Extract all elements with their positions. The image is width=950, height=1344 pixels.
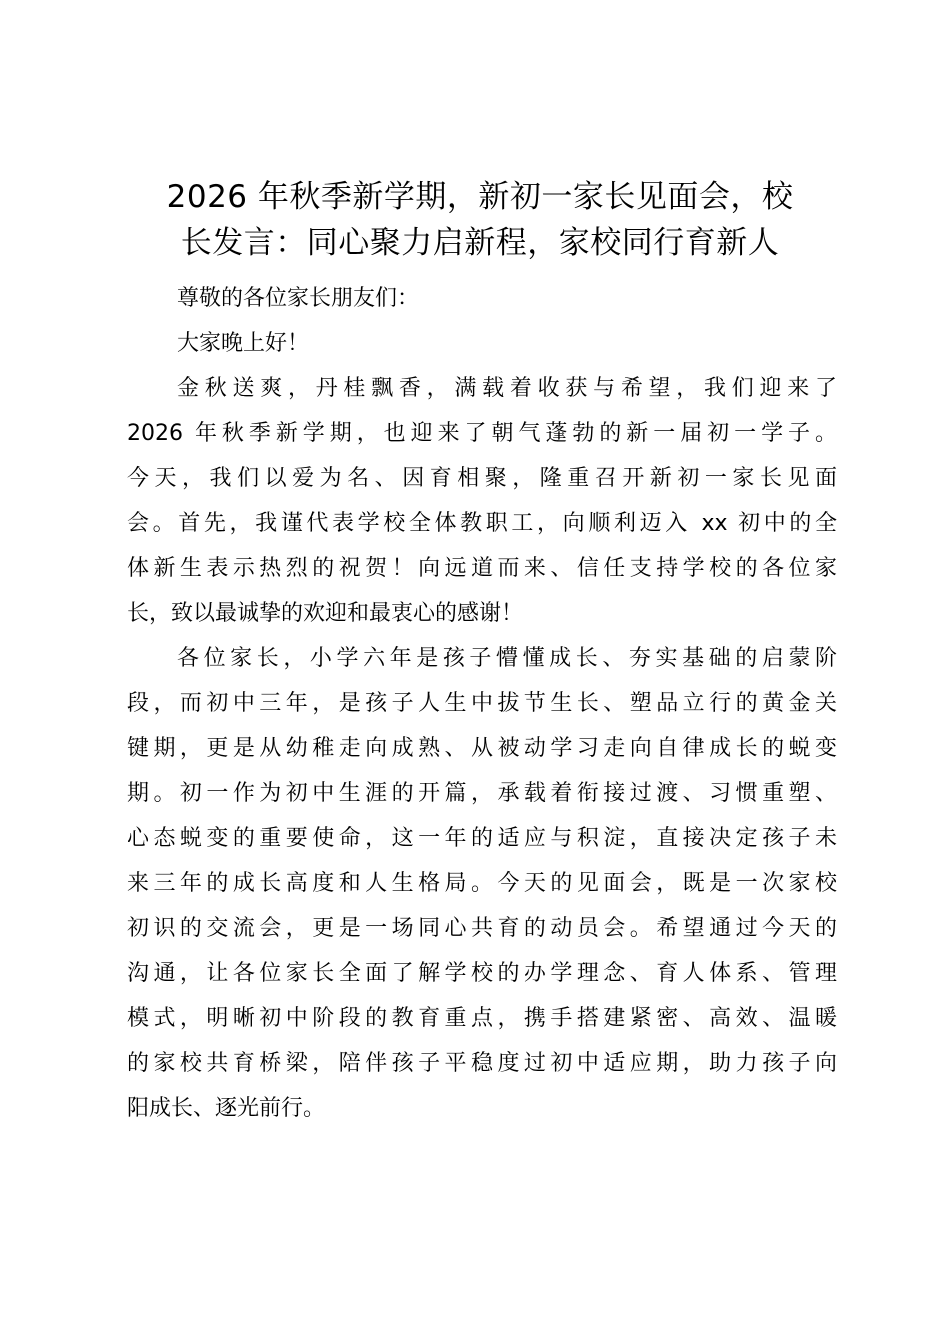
text-line: 会。首先，我谨代表学校全体教职工，向顺利迈入 xx 初中的全	[127, 511, 837, 536]
text-line: 长，致以最诚挚的欢迎和最衷心的感谢！	[127, 601, 524, 626]
text-line: 2026 年秋季新学期，也迎来了朝气蓬勃的新一届初一学子。	[127, 421, 837, 446]
text-line: 来三年的成长高度和人生格局。今天的见面会，既是一次家校	[127, 871, 837, 896]
text-line: 模式，明晰初中阶段的教育重点，携手搭建紧密、高效、温暖	[127, 1006, 837, 1031]
text-line: 各位家长，小学六年是孩子懵懂成长、夯实基础的启蒙阶	[177, 646, 837, 671]
text-line: 初识的交流会，更是一场同心共育的动员会。希望通过今天的	[127, 916, 837, 941]
document-title	[125, 174, 835, 266]
text-line: 体新生表示热烈的祝贺！向远道而来、信任支持学校的各位家	[127, 556, 837, 581]
text-line: 键期，更是从幼稚走向成熟、从被动学习走向自律成长的蜕变	[127, 736, 837, 761]
text-line: 金秋送爽，丹桂飘香，满载着收获与希望，我们迎来了	[177, 376, 837, 401]
text-line: 心态蜕变的重要使命，这一年的适应与积淀，直接决定孩子未	[127, 826, 837, 851]
purpose-paragraph	[127, 636, 837, 1131]
text-line: 阳成长、逐光前行。	[127, 1096, 326, 1121]
title-line: 长发言：同心聚力启新程，家校同行育新人	[180, 225, 780, 261]
text-line: 段，而初中三年，是孩子人生中拔节生长、塑品立行的黄金关	[127, 691, 837, 716]
text-line: 沟通，让各位家长全面了解学校的办学理念、育人体系、管理	[127, 961, 837, 986]
text-line: 尊敬的各位家长朋友们：	[177, 286, 420, 311]
title-line: 2026 年秋季新学期，新初一家长见面会，校	[166, 179, 794, 215]
greeting-paragraph	[127, 321, 837, 366]
text-line: 大家晚上好！	[177, 331, 310, 356]
salutation-paragraph	[127, 276, 837, 321]
document-body	[127, 276, 837, 1131]
text-line: 期。初一作为初中生涯的开篇，承载着衔接过渡、习惯重塑、	[127, 781, 837, 806]
text-line: 的家校共育桥梁，陪伴孩子平稳度过初中适应期，助力孩子向	[127, 1051, 837, 1076]
text-line: 今天，我们以爱为名、因育相聚，隆重召开新初一家长见面	[127, 466, 837, 491]
welcome-paragraph	[127, 366, 837, 636]
